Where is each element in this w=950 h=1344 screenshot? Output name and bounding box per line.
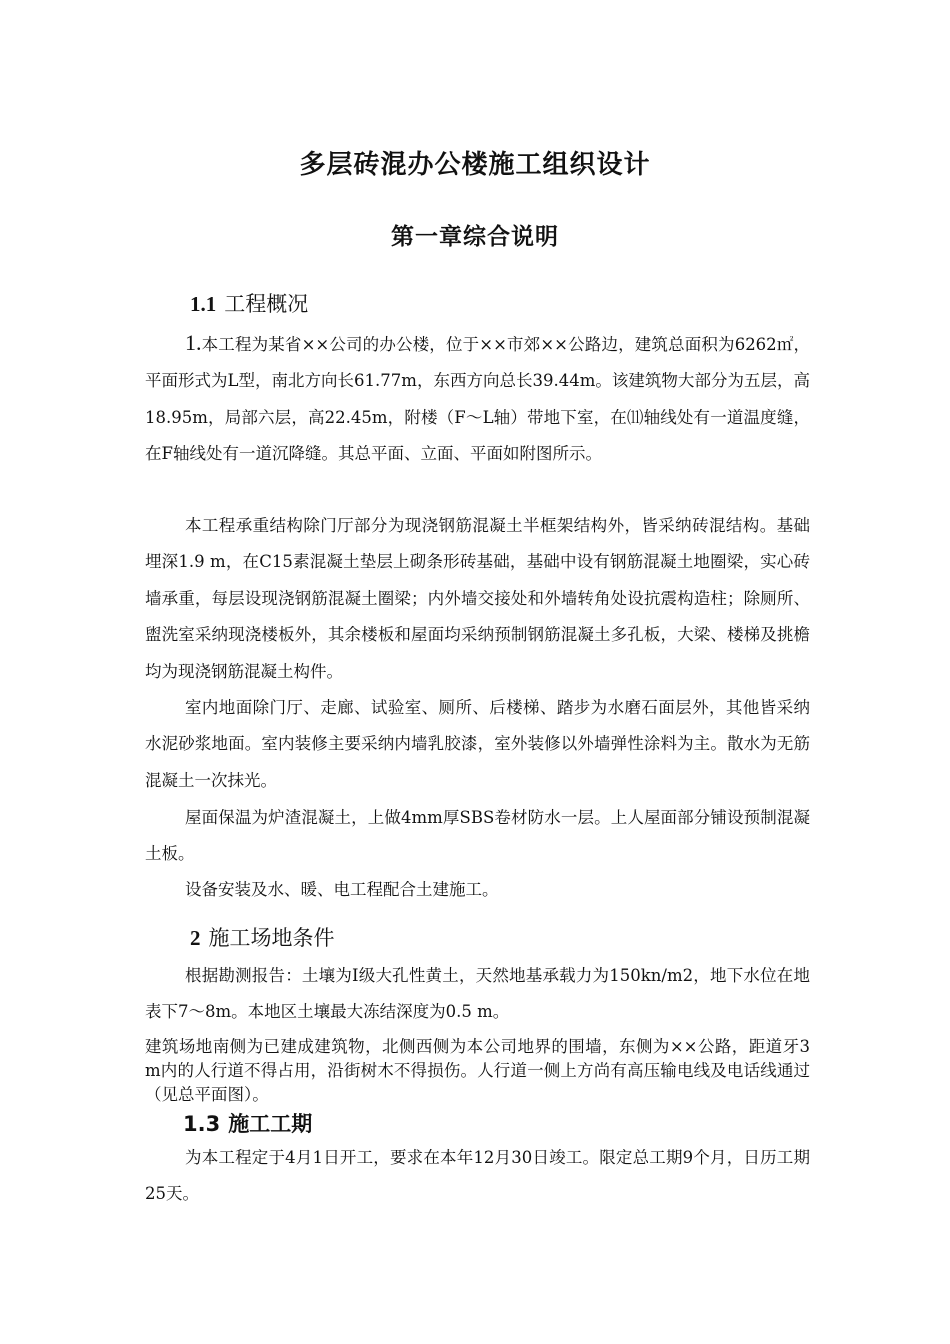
section-heading-2 bbox=[190, 922, 335, 952]
section-title: 施工工期 bbox=[228, 1112, 313, 1136]
paragraph-overview bbox=[145, 325, 810, 473]
section-number: 1.3 bbox=[183, 1112, 221, 1136]
section-title: 工程概况 bbox=[224, 292, 309, 316]
paragraph-structure: 本工程承重结构除门厅部分为现浇钢筋混凝土半框架结构外，皆采纳砖混结构。基础埋深1.9 m，在C15素混凝土垫层上砌条形砖基础，基础中设有钢筋混凝土地圈梁，实心砖墙承重，每层设现浇钢筋混凝土圈梁；内外墙交接处和外墙转角处设抗震构造柱；除厕所、盥洗室采纳现浇楼板外，其余楼板和屋面均采纳预制钢筋混凝土多孔板，大梁、楼梯及挑檐均为现浇钢筋混凝土构件。 bbox=[145, 516, 810, 681]
section-heading-1-3 bbox=[183, 1108, 312, 1138]
paragraph-roof: 屋面保温为炉渣混凝土，上做4mm厚SBS卷材防水一层。上人屋面部分铺设预制混凝土板。 bbox=[145, 808, 810, 864]
paragraph-finishes: 室内地面除门厅、走廊、试验室、厕所、后楼梯、踏步为水磨石面层外，其他皆采纳水泥砂浆地面。室内装修主要采纳内墙乳胶漆，室外装修以外墙弹性涂料为主。散水为无筋混凝土一次抹光。 bbox=[145, 698, 810, 790]
paragraph-schedule: 为本工程定于4月1日开工，要求在本年12月30日竣工。限定总工期9个月，日历工期25天。 bbox=[145, 1148, 810, 1204]
document-title: 多层砖混办公楼施工组织设计 bbox=[299, 150, 651, 180]
paragraph-text: 本工程为某省××公司的办公楼，位于××市郊××公路边，建筑总面积为6262㎡，平面形式为L型，南北方向长61.77m，东西方向总长39.44m。该建筑物大部分为五层，高18.95m，局部六层，高22.45m，附楼（F～L轴）带地下室，在⑾轴线处有一道温度缝，在F轴线处有一道沉降缝。其总平面、立面、平面如附图所示。 bbox=[145, 335, 810, 464]
paragraph-equipment: 设备安装及水、暖、电工程配合土建施工。 bbox=[185, 880, 499, 899]
section-heading-1-1 bbox=[190, 288, 308, 318]
paragraph-soil: 根据勘测报告：土壤为Ⅰ级大孔性黄土，天然地基承载力为150kn/m2，地下水位在地表下7～8m。本地区土壤最大冻结深度为0.5 m。 bbox=[145, 966, 810, 1022]
section-number: 2 bbox=[190, 926, 201, 950]
section-title: 施工场地条件 bbox=[208, 926, 335, 950]
paragraph-number: 1. bbox=[185, 330, 202, 355]
chapter-title: 第一章综合说明 bbox=[391, 224, 559, 250]
paragraph-site: 建筑场地南侧为已建成建筑物，北侧西侧为本公司地界的围墙，东侧为××公路，距道牙3 m内的人行道不得占用，沿街树木不得损伤。人行道一侧上方尚有高压输电线及电话线通过（见总平面图）。 bbox=[145, 1037, 810, 1104]
section-number: 1.1 bbox=[190, 292, 217, 316]
